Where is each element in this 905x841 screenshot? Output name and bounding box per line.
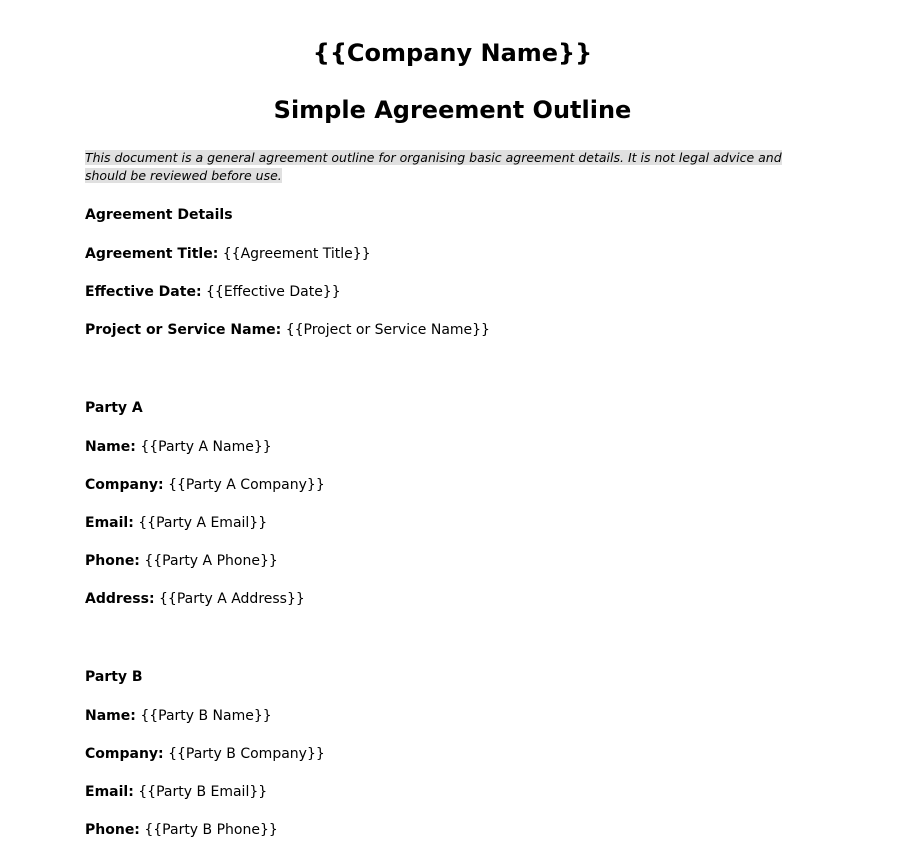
field-value: {{Party B Phone}} [144,822,278,838]
field-value: {{Project or Service Name}} [285,322,490,338]
document-title[interactable]: Simple Agreement Outline [273,96,632,124]
field-value: {{Party A Address}} [159,591,305,607]
effective-date-field[interactable] [85,282,341,302]
field-label: Email: [85,515,134,531]
party-a-address-field[interactable] [85,589,305,609]
party-a-heading[interactable]: Party A [85,400,143,416]
field-value: {{Party A Name}} [140,439,272,455]
party-b-email-field[interactable] [85,782,267,802]
field-label: Company: [85,746,164,762]
agreement-title-field[interactable] [85,244,371,264]
field-value: {{Party A Company}} [168,477,325,493]
agreement-details-heading[interactable]: Agreement Details [85,207,233,223]
field-label: Agreement Title: [85,246,219,262]
party-b-name-field[interactable] [85,706,272,726]
party-a-email-field[interactable] [85,513,267,533]
project-service-name-field[interactable] [85,320,490,340]
field-label: Name: [85,708,136,724]
party-a-phone-field[interactable] [85,551,278,571]
party-a-name-field[interactable] [85,437,272,457]
field-label: Project or Service Name: [85,322,282,338]
party-a-company-field[interactable] [85,475,325,495]
field-value: {{Party A Phone}} [144,553,278,569]
company-name-title[interactable]: {{Company Name}} [312,39,593,67]
party-b-company-field[interactable] [85,744,325,764]
field-value: {{Effective Date}} [206,284,341,300]
field-value: {{Party A Email}} [138,515,268,531]
field-value: {{Agreement Title}} [222,246,371,262]
field-label: Name: [85,439,136,455]
field-label: Phone: [85,553,140,569]
field-value: {{Party B Name}} [140,708,272,724]
field-label: Company: [85,477,164,493]
field-label: Effective Date: [85,284,202,300]
field-label: Phone: [85,822,140,838]
disclaimer-text: This document is a general agreement outline for organising basic agreement details. It is not legal advice and should be reviewed before use. [85,150,782,183]
field-value: {{Party B Email}} [138,784,268,800]
party-b-phone-field[interactable] [85,820,278,840]
field-label: Address: [85,591,155,607]
party-b-heading[interactable]: Party B [85,669,143,685]
field-value: {{Party B Company}} [168,746,325,762]
disclaimer-paragraph[interactable] [85,149,817,185]
field-label: Email: [85,784,134,800]
